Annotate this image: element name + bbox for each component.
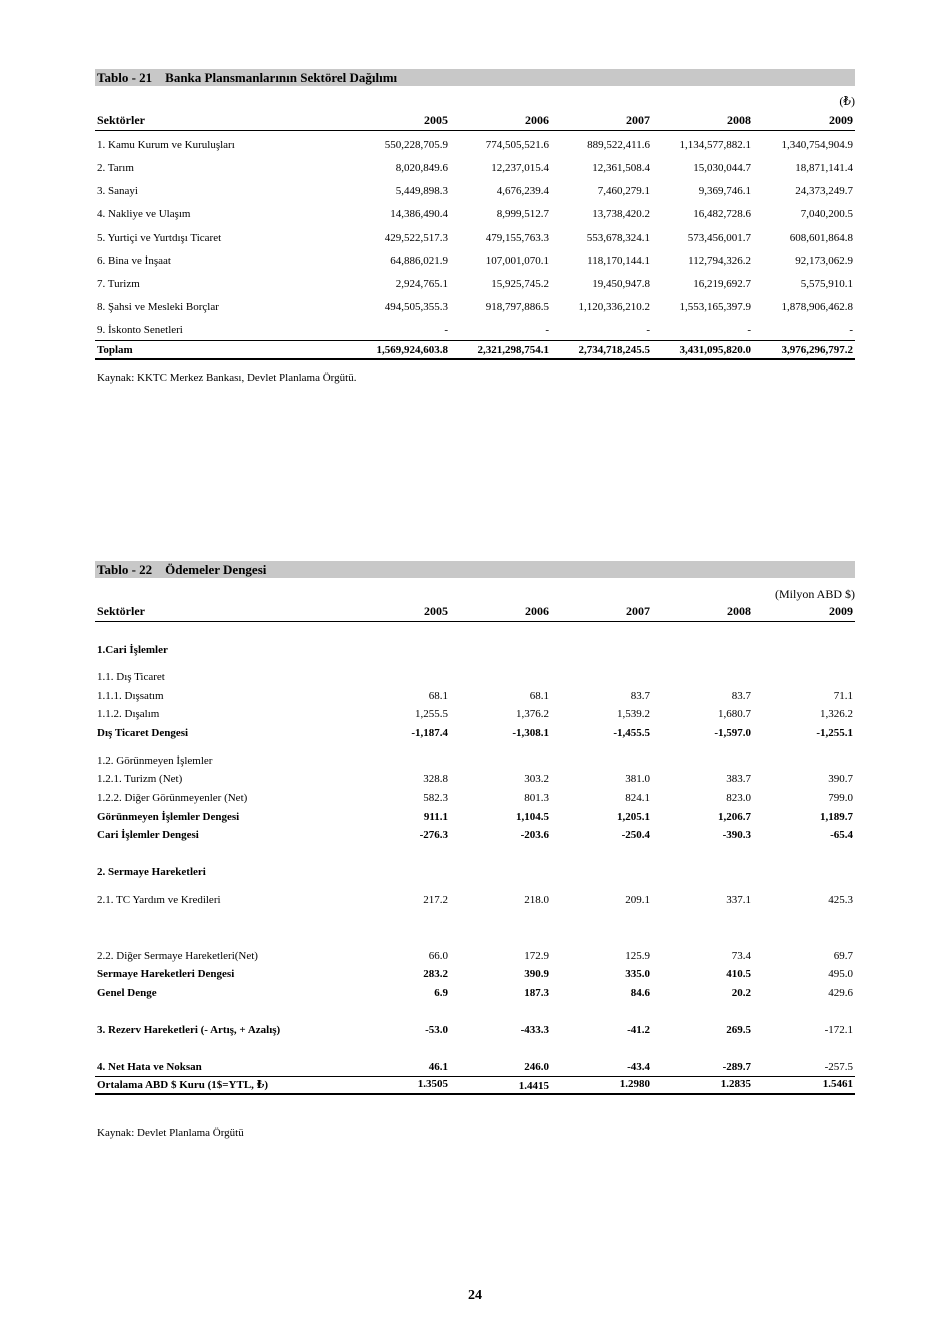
page-number: 24 [468, 1288, 482, 1303]
table-row [95, 755, 855, 771]
table-cell: 1,340,754,904.9 [781, 139, 853, 151]
year-header-2009: 2009 [829, 113, 853, 127]
table-cell: -65.4 [830, 829, 853, 841]
table-cell: 9,369,746.1 [698, 185, 751, 197]
table-row [95, 829, 855, 845]
table-cell: 64,886,021.9 [390, 255, 448, 267]
row-label: Cari İşlemler Dengesi [97, 829, 199, 841]
table-row [95, 811, 855, 827]
table-cell: 2,924,765.1 [395, 278, 448, 290]
table-cell: 68.1 [428, 690, 448, 702]
table-cell: 1,189.7 [820, 811, 853, 823]
table22-title-bar [95, 561, 855, 578]
year-header-2008: 2008 [727, 604, 751, 618]
total-cell: 3,976,296,797.2 [781, 344, 853, 356]
table-cell: -250.4 [621, 829, 650, 841]
table-cell: 217.2 [423, 894, 448, 906]
table-row [95, 324, 855, 340]
row-label: 8. Şahsi ve Mesleki Borçlar [97, 301, 219, 313]
table-cell: 112,794,326.2 [688, 255, 751, 267]
table22-title: Ödemeler Dengesi [165, 562, 267, 577]
table-cell: 5,449,898.3 [395, 185, 448, 197]
table-cell: -1,187.4 [411, 727, 448, 739]
table-cell: 68.1 [529, 690, 549, 702]
table-cell: -433.3 [520, 1024, 549, 1036]
table22-last-rule-top [95, 1076, 855, 1077]
row-label: Ortalama ABD $ Kuru (1$=YTL, ₺) [97, 1079, 268, 1091]
table-cell: 390.9 [524, 968, 549, 980]
row-label: 7. Turizm [97, 278, 140, 290]
year-header-2005: 2005 [424, 113, 448, 127]
table-cell: 425.3 [828, 894, 853, 906]
table-cell: 20.2 [731, 987, 751, 999]
table-row [95, 866, 855, 882]
year-header-2009: 2009 [829, 604, 853, 618]
table-cell: 381.0 [625, 773, 650, 785]
row-label: Sermaye Hareketleri Dengesi [97, 968, 235, 980]
table-cell: - [747, 324, 751, 336]
row-label: Görünmeyen İşlemler Dengesi [97, 811, 240, 823]
row-label: 6. Bina ve İnşaat [97, 255, 171, 267]
table21-header [95, 113, 855, 129]
total-cell: 1,569,924,603.8 [376, 344, 448, 356]
table-row [95, 773, 855, 789]
table-row [95, 208, 855, 224]
table-cell: -390.3 [722, 829, 751, 841]
year-header-2007: 2007 [626, 113, 650, 127]
total-cell: 3,431,095,820.0 [679, 344, 751, 356]
row-label: 3. Sanayi [97, 185, 138, 197]
table-cell: -1,255.1 [816, 727, 853, 739]
row-label: 4. Net Hata ve Noksan [97, 1061, 202, 1073]
table-cell: 918,797,886.5 [485, 301, 549, 313]
table-cell: 15,030,044.7 [693, 162, 751, 174]
table-cell: 608,601,864.8 [789, 232, 853, 244]
table21-source: Kaynak: KKTC Merkez Bankası, Devlet Planlama Örgütü. [97, 372, 357, 384]
table-cell: 1,680.7 [718, 708, 751, 720]
row-label: 1.2.2. Diğer Görünmeyenler (Net) [97, 792, 248, 804]
table-cell: 73.4 [731, 950, 751, 962]
table-cell: 7,040,200.5 [800, 208, 853, 220]
table-row [95, 708, 855, 724]
table-cell: 337.1 [726, 894, 751, 906]
table-cell: 5,575,910.1 [800, 278, 853, 290]
row-label: 1.2.1. Turizm (Net) [97, 773, 183, 785]
table-cell: 24,373,249.7 [795, 185, 853, 197]
table-cell: 18,871,141.4 [795, 162, 853, 174]
table-cell: -41.2 [627, 1024, 650, 1036]
table-cell: 1,120,336,210.2 [578, 301, 650, 313]
table-cell: 283.2 [423, 968, 448, 980]
table22-unit: (Milyon ABD $) [774, 587, 855, 601]
table-cell: 12,237,015.4 [491, 162, 549, 174]
table-cell: -289.7 [722, 1061, 751, 1073]
row-label: 1.1.2. Dışalım [97, 708, 160, 720]
row-label: 1.1.1. Dışsatım [97, 690, 164, 702]
table-cell: 83.7 [630, 690, 650, 702]
row-label: 4. Nakliye ve Ulaşım [97, 208, 191, 220]
table-cell: 6.9 [434, 987, 448, 999]
table-cell: 7,460,279.1 [597, 185, 650, 197]
table-cell: 824.1 [625, 792, 650, 804]
table-cell: 14,386,490.4 [390, 208, 448, 220]
table-cell: 1,134,577,882.1 [679, 139, 751, 151]
table-cell: -43.4 [627, 1061, 650, 1073]
table-cell: 1.5461 [822, 1078, 853, 1090]
table-row [95, 968, 855, 984]
table-cell: 429,522,517.3 [384, 232, 448, 244]
table-cell: 12,361,508.4 [592, 162, 650, 174]
table-row [95, 139, 855, 155]
table-cell: 16,482,728.6 [693, 208, 751, 220]
table-cell: 1,326.2 [820, 708, 853, 720]
table-cell: 269.5 [726, 1024, 751, 1036]
table-cell: 66.0 [428, 950, 448, 962]
table-cell: 823.0 [726, 792, 751, 804]
table-cell: 172.9 [524, 950, 549, 962]
table-cell: 209.1 [625, 894, 650, 906]
table-cell: 1.4415 [518, 1080, 549, 1092]
table21-header-rule [95, 130, 855, 131]
row-label: 1.Cari İşlemler [97, 644, 168, 656]
year-header-2006: 2006 [525, 604, 549, 618]
table-cell: 83.7 [731, 690, 751, 702]
table-cell: 573,456,001.7 [687, 232, 751, 244]
table-cell: 429.6 [828, 987, 853, 999]
table-cell: 479,155,763.3 [485, 232, 549, 244]
table-cell: 4,676,239.4 [496, 185, 549, 197]
table-cell: 774,505,521.6 [485, 139, 549, 151]
table-row [95, 1024, 855, 1040]
table-row [95, 162, 855, 178]
table-cell: 19,450,947.8 [592, 278, 650, 290]
table-cell: 1,553,165,397.9 [679, 301, 751, 313]
table21-unit: (₺) [839, 94, 855, 108]
table-cell: 335.0 [625, 968, 650, 980]
table21-total-rule-bottom [95, 358, 855, 360]
table21-total-rule-top [95, 340, 855, 341]
row-label: Dış Ticaret Dengesi [97, 727, 189, 739]
row-label: 2.1. TC Yardım ve Kredileri [97, 894, 221, 906]
table-cell: 1,255.5 [415, 708, 448, 720]
table-row [95, 232, 855, 248]
table-row [95, 690, 855, 706]
table21-header-label: Sektörler [97, 113, 145, 127]
row-label: 9. İskonto Senetleri [97, 324, 183, 336]
table-cell: 246.0 [524, 1061, 549, 1073]
table-cell: -172.1 [824, 1024, 853, 1036]
table-cell: 1,205.1 [617, 811, 650, 823]
row-label: 2.2. Diğer Sermaye Hareketleri(Net) [97, 950, 258, 962]
table-cell: 911.1 [423, 811, 448, 823]
table-row [95, 894, 855, 910]
table22-header [95, 604, 855, 620]
table-cell: 410.5 [726, 968, 751, 980]
table-cell: 328.8 [423, 773, 448, 785]
table-cell: -53.0 [425, 1024, 448, 1036]
table-row [95, 987, 855, 1003]
row-label: 1. Kamu Kurum ve Kuruluşları [97, 139, 235, 151]
table-cell: 1,206.7 [718, 811, 751, 823]
table-row [95, 671, 855, 687]
table-row [95, 255, 855, 271]
table-cell: -257.5 [824, 1061, 853, 1073]
table-cell: -1,597.0 [714, 727, 751, 739]
table-cell: 1,539.2 [617, 708, 650, 720]
row-label: 1.1. Dış Ticaret [97, 671, 165, 683]
table-cell: - [646, 324, 650, 336]
table-row [95, 644, 855, 660]
table-cell: 889,522,411.6 [587, 139, 650, 151]
year-header-2008: 2008 [727, 113, 751, 127]
total-label: Toplam [97, 344, 133, 356]
year-header-2006: 2006 [525, 113, 549, 127]
table22-source: Kaynak: Devlet Planlama Örgütü [97, 1127, 244, 1139]
table-cell: 495.0 [828, 968, 853, 980]
table21-number: Tablo - 21 [97, 70, 153, 85]
year-header-2007: 2007 [626, 604, 650, 618]
row-label: 5. Yurtiçi ve Yurtdışı Ticaret [97, 232, 222, 244]
table22-number: Tablo - 22 [97, 562, 153, 577]
table-cell: 46.1 [428, 1061, 448, 1073]
table-cell: -1,308.1 [512, 727, 549, 739]
table22-header-rule [95, 621, 855, 622]
table-cell: 107,001,070.1 [485, 255, 549, 267]
table-row [95, 1061, 855, 1077]
table-cell: 550,228,705.9 [384, 139, 448, 151]
table-cell: -1,455.5 [613, 727, 650, 739]
table-cell: 1.2980 [619, 1078, 650, 1090]
total-cell: 2,321,298,754.1 [477, 344, 549, 356]
row-label: 2. Sermaye Hareketleri [97, 866, 206, 878]
table-cell: - [545, 324, 549, 336]
table-cell: 1,104.5 [516, 811, 549, 823]
table-cell: 1.3505 [417, 1078, 448, 1090]
table-cell: 92,173,062.9 [795, 255, 853, 267]
table-row [95, 950, 855, 966]
table-cell: 8,020,849.6 [395, 162, 448, 174]
table-row [95, 301, 855, 317]
table-cell: 553,678,324.1 [586, 232, 650, 244]
table-cell: 218.0 [524, 894, 549, 906]
row-label: Genel Denge [97, 987, 157, 999]
table-cell: 390.7 [828, 773, 853, 785]
table-cell: 125.9 [625, 950, 650, 962]
table-row [95, 792, 855, 808]
table-cell: 799.0 [828, 792, 853, 804]
table-row [95, 278, 855, 294]
row-label: 1.2. Görünmeyen İşlemler [97, 755, 213, 767]
row-label: 2. Tarım [97, 162, 134, 174]
table-cell: 801.3 [524, 792, 549, 804]
table-cell: -203.6 [520, 829, 549, 841]
table-cell: 69.7 [833, 950, 853, 962]
table22-last-rule-bottom [95, 1093, 855, 1095]
table-cell: 84.6 [630, 987, 650, 999]
table21-title: Banka Plansmanlarının Sektörel Dağılımı [165, 70, 398, 85]
table-cell: -276.3 [419, 829, 448, 841]
table-cell: 303.2 [524, 773, 549, 785]
total-cell: 2,734,718,245.5 [578, 344, 650, 356]
table-cell: 118,170,144.1 [587, 255, 650, 267]
table-cell: 383.7 [726, 773, 751, 785]
table-cell: 16,219,692.7 [693, 278, 751, 290]
table-cell: 1.2835 [720, 1078, 751, 1090]
table-cell: 494,505,355.3 [384, 301, 448, 313]
table-cell: 1,878,906,462.8 [781, 301, 853, 313]
table-cell: 187.3 [524, 987, 549, 999]
row-label: 3. Rezerv Hareketleri (- Artış, + Azalış) [97, 1024, 281, 1036]
table-cell: 582.3 [423, 792, 448, 804]
table-row [95, 185, 855, 201]
table-cell: 15,925,745.2 [491, 278, 549, 290]
table21-title-bar [95, 69, 855, 86]
table-cell: - [444, 324, 448, 336]
table-cell: 8,999,512.7 [496, 208, 549, 220]
table-cell: - [849, 324, 853, 336]
year-header-2005: 2005 [424, 604, 448, 618]
table-row [95, 727, 855, 743]
table-cell: 71.1 [833, 690, 853, 702]
table-cell: 13,738,420.2 [592, 208, 650, 220]
table22-header-label: Sektörler [97, 604, 145, 618]
table-row [95, 1078, 855, 1094]
table-cell: 1,376.2 [516, 708, 549, 720]
